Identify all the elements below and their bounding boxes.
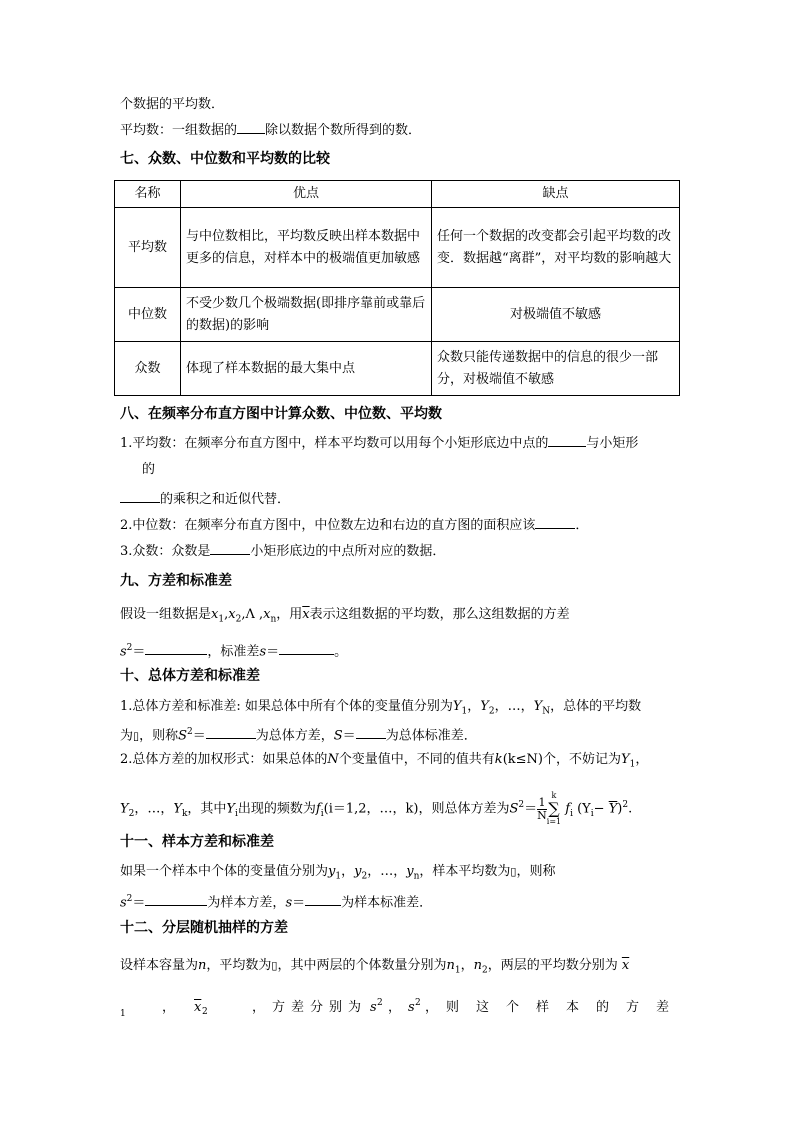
var: x xyxy=(211,607,219,622)
sub: 1 xyxy=(461,706,468,717)
var: S xyxy=(333,728,343,744)
text: 除以数据个数所得到的数． xyxy=(265,123,422,138)
text: 2.总体方差的加权形式：如果总体的 xyxy=(120,752,328,767)
table-header: 优点 xyxy=(181,181,432,208)
text: 表示这组数据的平均数，那么这组数据的方差 xyxy=(309,607,570,622)
var: s xyxy=(370,1000,377,1015)
text-line xyxy=(120,638,347,662)
text: 本 xyxy=(566,1000,580,1015)
section-heading: 九、方差和标准差 xyxy=(120,573,232,589)
mean-var: $\overline{x}$ xyxy=(302,607,310,622)
text: 与小矩形 xyxy=(586,436,639,451)
var: f xyxy=(315,801,321,817)
text: ＝ xyxy=(132,644,146,660)
text: ， xyxy=(252,1000,266,1015)
var: y xyxy=(406,864,414,879)
blank xyxy=(305,893,341,906)
text-line: 假设一组数据是$x_1,x_2,\Lambda$ $,x_n$，用$\overline{x}$表示这组数据的平均数，那么这组数据的方差 xyxy=(120,607,570,625)
sub: 2 xyxy=(235,614,242,625)
text: 1.总体方差和标准差: 如果总体中所有个体的变量值分别为 xyxy=(120,699,453,714)
text: ＝ xyxy=(292,895,306,911)
text: ， xyxy=(388,1000,402,1015)
sub: n xyxy=(413,871,420,882)
text: 差 xyxy=(656,1000,670,1015)
text: 方 xyxy=(626,1000,640,1015)
table-cell-con: 众数只能传递数据中的信息的很少一部分，对极端值不敏感 xyxy=(432,342,680,396)
sub: k xyxy=(181,809,188,820)
text: ， xyxy=(341,864,355,879)
text: ，…， xyxy=(494,699,534,714)
table-cell-pro: 不受少数几个极端数据(即排序靠前或靠后的数据)的影响 xyxy=(181,288,432,342)
sup: 2 xyxy=(518,800,525,811)
mean-var: $\overline{x}$ xyxy=(194,1000,202,1015)
text: 为总体标准差． xyxy=(385,728,477,744)
text: (k≤N) xyxy=(502,752,543,767)
sub: 2 xyxy=(481,965,488,976)
text: ，…， xyxy=(367,864,407,879)
text: ， xyxy=(425,1000,439,1015)
var: Y xyxy=(452,699,462,714)
text: 为 xyxy=(348,1000,362,1015)
text: ，其中两层的个体数量分别为 xyxy=(277,958,447,973)
text: ，两层的平均数分别为 xyxy=(487,958,618,973)
text: (i＝1,2，…，k)，则总体方差为 xyxy=(323,801,510,817)
var: s xyxy=(120,644,127,660)
var: x xyxy=(228,607,236,622)
text: 小矩形底边的中点所对应的数据． xyxy=(250,544,446,559)
text-line xyxy=(120,956,629,981)
text-line xyxy=(120,434,638,454)
text: ，样本平均数为 xyxy=(419,864,511,879)
blank xyxy=(145,642,207,655)
var: S xyxy=(509,801,519,817)
missing-glyph-icon: ▯ xyxy=(510,865,517,878)
table-cell-name: 众数 xyxy=(115,342,181,396)
text: ，则称 xyxy=(139,728,179,744)
text: . xyxy=(628,801,633,817)
sub: i xyxy=(570,809,573,820)
text: ＝ xyxy=(342,728,356,744)
sub: 1 xyxy=(454,965,461,976)
text: ，总体的平均数 xyxy=(550,699,642,714)
fraction-denominator: N xyxy=(537,808,547,822)
text-line: $Y_2$，…，$Y_k$，其中$Y_i$出现的频数为$f_i(i=1,2$，…，k)，则总体方差为$S^2=$ $\frac{1}{N}$ k ∑ i=1 $f_i$ $(Y_i- \overline{Y})^2$. xyxy=(120,791,633,826)
text: 别 xyxy=(329,1000,343,1015)
var: y xyxy=(354,864,362,879)
var: n xyxy=(198,958,207,973)
missing-glyph-icon: ▯ xyxy=(133,729,140,743)
ellipsis: Λ xyxy=(245,607,255,622)
section-heading: 十一、样本方差和标准差 xyxy=(120,834,274,850)
table-header: 名称 xyxy=(115,181,181,208)
text: (Y xyxy=(577,801,591,817)
text: 设样本容量为 xyxy=(120,958,199,973)
mean-var: $\overline{x}$ xyxy=(621,958,630,973)
text: 如果一个样本中个体的变量值分别为 xyxy=(120,864,329,879)
text: ，平均数为 xyxy=(206,958,272,973)
text-line xyxy=(120,697,641,722)
text: 个变量值中，不同的值共有 xyxy=(338,752,495,767)
text: 为样本标准差． xyxy=(341,895,433,911)
table-row xyxy=(115,208,680,288)
text-line xyxy=(120,542,445,562)
table-header: 缺点 xyxy=(432,181,680,208)
text-line: 的 xyxy=(142,462,156,477)
table-cell-pro: 体现了样本数据的最大集中点 xyxy=(181,342,432,396)
table-cell-name: 平均数 xyxy=(115,208,181,288)
blank xyxy=(120,490,160,503)
text: ，用 xyxy=(276,607,303,622)
text: 1.平均数：在频率分布直方图中，样本平均数可以用每个小矩形底边中点的 xyxy=(120,436,549,451)
table-cell-pro: 与中位数相比，平均数反映出样本数据中更多的信息，对样本中的极端值更加敏感 xyxy=(181,208,432,288)
sub: 1 xyxy=(335,871,342,882)
sub: i xyxy=(235,809,238,820)
table-header-row xyxy=(115,181,680,208)
summation xyxy=(547,790,561,828)
text: ＝ xyxy=(266,644,280,660)
table-cell-con: 任何一个数据的改变都会引起平均数的改变．数据越“离群”，对平均数的影响越大 xyxy=(432,208,680,288)
var: n xyxy=(446,958,455,973)
var: y xyxy=(328,864,336,879)
section-heading: 八、在频率分布直方图中计算众数、中位数、平均数 xyxy=(120,406,442,422)
text: 则 xyxy=(446,1000,460,1015)
var: Y xyxy=(621,752,630,767)
text-line xyxy=(120,996,676,1020)
text: 样 xyxy=(536,1000,550,1015)
section-heading: 七、众数、中位数和平均数的比较 xyxy=(120,151,330,167)
text: 个 xyxy=(506,1000,520,1015)
var: s xyxy=(285,895,293,911)
var: x xyxy=(263,607,271,622)
table-cell-con: 对极端值不敏感 xyxy=(432,288,680,342)
text: 为样本方差， xyxy=(207,895,286,911)
var: Y xyxy=(480,699,489,714)
var: k xyxy=(494,752,503,767)
blank xyxy=(210,542,250,555)
sub: 1 xyxy=(629,759,636,770)
text: ， xyxy=(460,958,474,973)
var: N xyxy=(327,752,339,767)
sup: 2 xyxy=(622,800,629,811)
text: 的 xyxy=(596,1000,610,1015)
var: Y xyxy=(173,801,182,817)
var: n xyxy=(473,958,482,973)
blank xyxy=(279,642,334,655)
sub: 1 xyxy=(120,1009,126,1019)
sup: 2 xyxy=(187,727,193,737)
sum-lower: i=1 xyxy=(546,817,562,826)
text: ，标准差 xyxy=(207,644,260,660)
text-line xyxy=(120,889,432,913)
text: ， xyxy=(467,699,481,714)
sub: 1 xyxy=(218,614,225,625)
text: ) xyxy=(617,801,623,817)
text: ，其中 xyxy=(187,801,227,817)
fraction xyxy=(537,797,547,822)
text: 分 xyxy=(310,1000,324,1015)
sub: i xyxy=(590,809,594,820)
sub: 2 xyxy=(488,706,495,717)
var: f xyxy=(565,801,571,817)
text: ＝ xyxy=(192,728,206,744)
text-line xyxy=(120,490,290,510)
fraction-numerator: 1 xyxy=(538,795,546,809)
blank xyxy=(206,726,256,739)
text: 平均数：一组数据的 xyxy=(120,123,238,138)
sum-upper: k xyxy=(551,791,557,800)
text: ， xyxy=(162,1000,176,1015)
section-heading: 十二、分层随机抽样的方差 xyxy=(120,920,288,936)
text-line xyxy=(120,516,588,536)
comparison-table xyxy=(114,180,680,396)
var: Y xyxy=(533,699,543,714)
var: s xyxy=(120,895,127,911)
text: 出现的频数为 xyxy=(237,801,316,817)
text: ． xyxy=(575,518,589,533)
text-line: 2.总体方差的加权形式：如果总体的N个变量值中，不同的值共有k(k≤N)个，不妨记为$Y_1$， xyxy=(120,752,649,770)
mean-var: $\overline{Y}$ xyxy=(608,801,618,817)
var: Y xyxy=(226,801,236,817)
text-line xyxy=(120,722,477,746)
text-line: 个数据的平均数． xyxy=(120,97,225,112)
sub: 2 xyxy=(361,871,368,882)
sub: n xyxy=(270,614,277,625)
sub: 2 xyxy=(202,1007,208,1017)
text: 的乘积之和近似代替． xyxy=(160,492,291,507)
missing-glyph-icon: ▯ xyxy=(271,959,278,972)
sub: N xyxy=(542,706,551,717)
text: 假设一组数据是 xyxy=(120,607,212,622)
sub: i xyxy=(320,809,324,820)
var: s xyxy=(259,644,267,660)
text: ＝ xyxy=(132,895,146,911)
table-row xyxy=(115,342,680,396)
text: 差 xyxy=(291,1000,305,1015)
text: 为 xyxy=(120,728,134,744)
text: 个，不妨记为 xyxy=(542,752,621,767)
text-line xyxy=(120,121,421,141)
var: S xyxy=(178,728,187,744)
text: 。 xyxy=(334,644,348,660)
blank xyxy=(548,434,586,447)
table-cell-name: 中位数 xyxy=(115,288,181,342)
text: 这 xyxy=(476,1000,490,1015)
text: 为总体方差， xyxy=(255,728,334,744)
sup: 2 xyxy=(377,998,383,1008)
text: − xyxy=(593,801,605,817)
blank xyxy=(145,893,207,906)
sup: 2 xyxy=(126,643,133,653)
var: s xyxy=(408,1000,415,1015)
text: 方 xyxy=(272,1000,286,1015)
text: 2.中位数：在频率分布直方图中，中位数左边和右边的直方图的面积应该 xyxy=(120,518,536,533)
table-row xyxy=(115,288,680,342)
sub: 2 xyxy=(128,809,135,820)
text: 3.众数：众数是 xyxy=(120,544,211,559)
sup: 2 xyxy=(126,894,133,904)
section-heading: 十、总体方差和标准差 xyxy=(120,668,260,684)
sup: 2 xyxy=(415,998,421,1008)
blank xyxy=(535,516,575,529)
text: ，则称 xyxy=(516,864,556,879)
var: Y xyxy=(120,801,129,817)
blank xyxy=(356,726,386,739)
sum-sign: ∑ xyxy=(548,799,560,818)
text: ，…， xyxy=(134,801,174,817)
text-line xyxy=(120,862,555,887)
blank xyxy=(237,121,265,134)
